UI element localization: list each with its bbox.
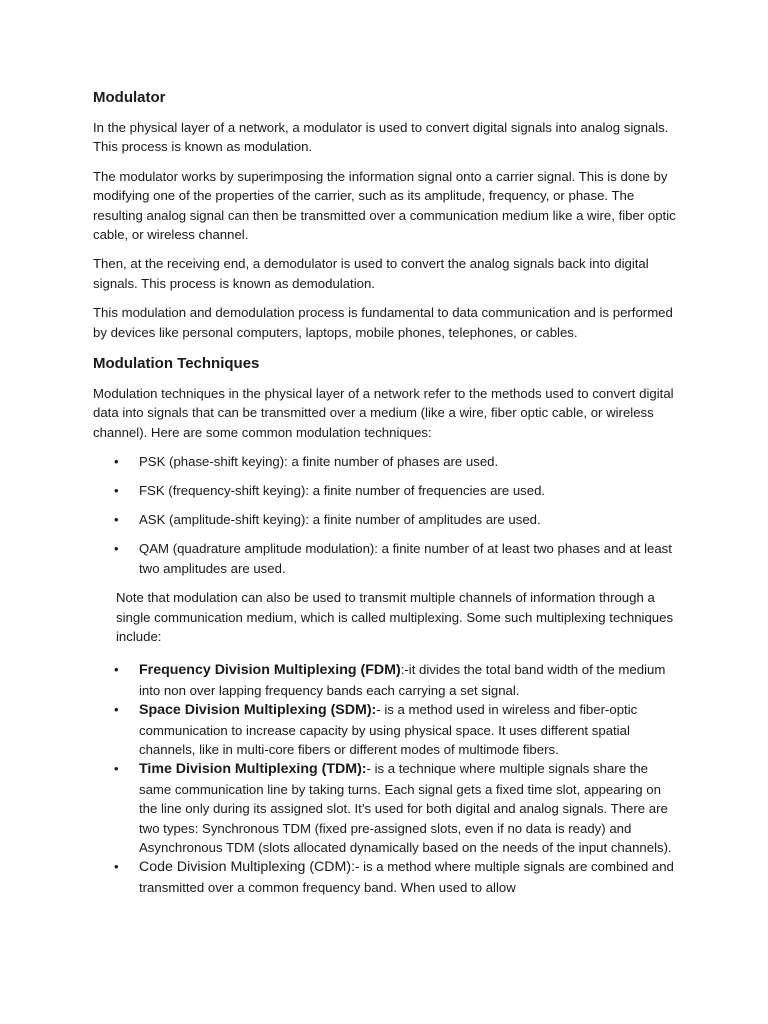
term-description: - is a method used in wireless and fiber-optic communication to increase capacity by using physical space. It uses different spatial channels, like in multi-core fibers or different modes of multimode fibers. [139,702,638,757]
bullet-icon: • [114,761,119,777]
term-tdm: Time Division Multiplexing (TDM): [139,761,367,778]
list-item: • FSK (frequency-shift keying): a finite number of frequencies are used. [93,481,678,500]
term-fdm: Frequency Division Multiplexing (FDM) [139,662,401,679]
term-description: :-it divides the total band width of the medium into non over lapping frequency bands each carrying a set signal. [139,662,666,698]
techniques-list [93,452,678,578]
paragraph-intro: Modulation techniques in the physical layer of a network refer to the methods used to convert digital data into signals that can be transmitted over a medium (like a wire, fiber optic cable, or wireless channel). Here are some common modulation techniques: [93,386,674,440]
paragraph: This modulation and demodulation process is fundamental to data communication and is performed by devices like personal computers, laptops, mobile phones, telephones, or cables. [93,305,673,340]
document-body [93,88,678,897]
paragraph: The modulator works by superimposing the information signal onto a carrier signal. This is done by modifying one of the properties of the carrier, such as its amplitude, frequency, or phase. The resulting analog signal can then be transmitted over a communication medium like a wire, fiber optic cable, or wireless channel. [93,168,676,243]
bullet-icon: • [114,454,119,470]
list-item [93,759,678,857]
list-item [93,700,678,759]
list-item [93,660,678,700]
list-item [93,857,678,897]
term-description: - is a technique where multiple signals share the same communication line by taking turns. Each signal gets a fixed time slot, appearing on the line only during its assigned slot. It’s used for both digital and analog signals. There are two types: Synchronous TDM (fixed pre-assigned slots, even if no data is ready) and Asynchronous TDM (slots allocated dynamically based on the needs of the input channels). [139,761,672,855]
paragraph: In the physical layer of a network, a modulator is used to convert digital signals into analog signals. This process is known as modulation. [93,120,669,155]
paragraph-note: Note that modulation can also be used to transmit multiple channels of information through a single communication medium, which is called multiplexing. Some such multiplexing techniques include: [116,590,674,644]
list-item: • PSK (phase-shift keying): a finite number of phases are used. [93,452,678,471]
bullet-icon: • [114,541,119,557]
list-item: • QAM (quadrature amplitude modulation): a finite number of at least two phases and at least two amplitudes are used. [114,541,672,576]
bullet-icon: • [114,483,119,499]
bullet-icon: • [114,662,119,678]
paragraph: Then, at the receiving end, a demodulator is used to convert the analog signals back into digital signals. This process is known as demodulation. [93,256,649,291]
heading-modulation-techniques: Modulation Techniques [93,355,260,373]
term-cdm: Code Division Multiplexing (CDM): [139,859,356,876]
term-description: - is a method where multiple signals are combined and transmitted over a common frequency band. When used to allow [139,859,674,895]
term-sdm: Space Division Multiplexing (SDM): [139,702,377,719]
list-item: • ASK (amplitude-shift keying): a finite number of amplitudes are used. [93,510,678,529]
bullet-icon: • [114,859,119,875]
bullet-icon: • [114,702,119,718]
bullet-icon: • [114,512,119,528]
multiplexing-list [93,660,678,897]
heading-modulator: Modulator [93,89,166,106]
